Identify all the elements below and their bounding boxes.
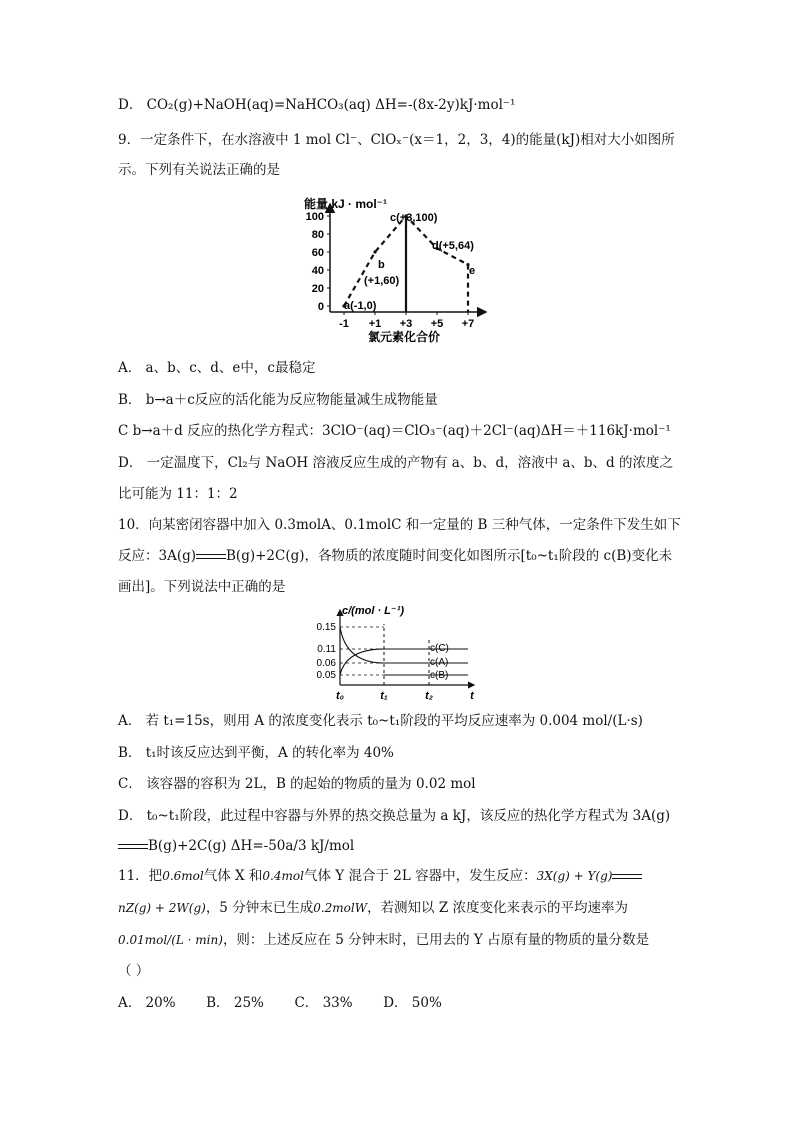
- q11-option-c: C． 33%: [294, 995, 353, 1011]
- q10-option-b: B． t₁时该反应达到平衡，A 的转化率为 40%: [118, 745, 394, 761]
- q11-text: ，若测知以 Z 浓度变化来表示的平均速率为: [367, 900, 629, 916]
- q10-option-a: A． 若 t₁=15s，则用 A 的浓度变化表示 t₀~t₁阶段的平均反应速率为 0.004 mol/(L·s): [118, 713, 643, 729]
- q11-stem-line1: [118, 866, 642, 886]
- q9-energy-chart: [298, 194, 498, 346]
- q10-x-tick-label: t: [470, 690, 474, 702]
- q11-stem-line3: [118, 930, 649, 950]
- q11-options: [118, 993, 442, 1013]
- q10-label-b: c(B): [430, 670, 449, 681]
- q9-label-b-coord: (+1,60): [364, 275, 400, 287]
- q9-x-axis-label: 氯元素化合价: [368, 330, 441, 344]
- q9-y-tick-label: 20: [311, 283, 324, 295]
- q10-option-d-line1: D． t₀~t₁阶段，此过程中容器与外界的热交换总量为 a kJ，该反应的热化学方程式为 3A(g): [118, 808, 671, 824]
- q11-answer-blank: （ ）: [118, 963, 150, 979]
- q11-text: 气体 Y 混合于 2L 容器中，发生反应：: [303, 868, 537, 884]
- q10-y-tick-label: 0.15: [316, 622, 336, 633]
- q10-y-tick-label: 0.11: [317, 644, 336, 655]
- q11-math-reactants: 3X(g) + Y(g): [536, 869, 613, 883]
- q11-text: ，则：上述反应在 5 分钟末时，已用去的 Y 占原有量的物质的量分数是: [222, 932, 650, 948]
- q11-math-products: nZ(g) + 2W(g): [118, 901, 206, 915]
- q9-label-c: c(+3,100): [390, 212, 438, 224]
- q10-x-tick-label: t₁: [380, 690, 388, 702]
- q9-x-tick-label: +5: [430, 318, 444, 330]
- q9-y-tick-label: 60: [311, 247, 324, 259]
- q9-y-ticks: [306, 211, 330, 313]
- q9-option-d-line2: 比可能为 11：1：2: [118, 486, 238, 502]
- q8-option-d: D． CO₂(g)+NaOH(aq)=NaHCO₃(aq) ΔH=-(8x-2y)kJ·mol⁻¹: [118, 97, 516, 113]
- q10-option-c: C． 该容器的容积为 2L，B 的起始的物质的量为 0.02 mol: [118, 776, 476, 792]
- q9-label-a: a(-1,0): [344, 300, 377, 312]
- reversible-arrow-icon: [612, 872, 642, 882]
- q9-option-c: C b→a＋d 反应的热化学方程式：3ClO⁻(aq)＝ClO₃⁻(aq)＋2Cl⁻(aq)ΔH＝＋116kJ·mol⁻¹: [118, 423, 671, 439]
- reversible-arrow-icon: [196, 552, 226, 562]
- q9-stem-line1: 9．一定条件下，在水溶液中 1 mol Cl⁻、ClOₓ⁻(x＝1，2，3，4)的能量(kJ)相对大小如图所: [118, 132, 675, 148]
- q10-reaction-right: B(g)+2C(g)，各物质的浓度随时间变化如图所示[t₀~t₁阶段的 c(B)变化未: [226, 548, 673, 564]
- q10-reaction-left: 反应：3A(g): [118, 548, 197, 564]
- q9-x-ticks: [339, 312, 474, 330]
- q9-y-tick-label: 0: [317, 301, 324, 313]
- reversible-arrow-icon: [118, 842, 148, 852]
- q9-label-b: b: [378, 259, 385, 271]
- q10-x-tick-label: t₀: [335, 690, 345, 702]
- q10-x-tick-label: t₂: [425, 690, 433, 702]
- q9-y-tick-label: 80: [311, 229, 324, 241]
- q9-x-tick-label: +3: [399, 318, 413, 330]
- q9-option-b: B． b→a＋c反应的活化能为反应物能量减生成物能量: [118, 392, 438, 408]
- q10-y-ticks: [317, 622, 384, 681]
- q10-concentration-chart: [308, 604, 486, 702]
- q11-text: ，5 分钟末已生成: [205, 900, 314, 916]
- q11-math-x-amount: 0.6mol: [162, 869, 204, 883]
- q9-label-e: e: [469, 265, 476, 277]
- q9-x-tick-label: -1: [339, 318, 349, 330]
- q10-label-c: c(C): [430, 643, 449, 654]
- q9-point-b: [373, 250, 376, 253]
- q11-option-b: B． 25%: [206, 995, 264, 1011]
- q9-option-a: A． a、b、c、d、e中，c最稳定: [118, 360, 316, 376]
- q11-stem-line2: [118, 898, 628, 918]
- q9-x-tick-label: +1: [368, 318, 382, 330]
- q11-math-y-amount: 0.4mol: [262, 869, 304, 883]
- q11-option-a: A． 20%: [118, 995, 176, 1011]
- q11-text: 11．把: [118, 868, 163, 884]
- q10-y-tick-label: 0.05: [316, 670, 336, 681]
- q11-text: 气体 X 和: [203, 868, 263, 884]
- q10-stem-line2: [118, 546, 672, 566]
- q10-y-axis-label: c/(mol · L⁻¹): [342, 605, 405, 617]
- q11-math-rate: 0.01mol/(L · min): [118, 933, 223, 947]
- q10-label-a: c(A): [430, 657, 449, 668]
- q10-y-tick-label: 0.06: [316, 658, 336, 669]
- q9-y-tick-label: 40: [311, 265, 324, 277]
- q9-y-axis-label: 能量 kJ · mol⁻¹: [304, 197, 388, 211]
- q11-option-d: D． 50%: [383, 995, 442, 1011]
- q10-stem-line3: 画出]。下列说法中正确的是: [118, 579, 286, 595]
- q11-math-w-amount: 0.2molW: [313, 901, 368, 915]
- q10-option-d-equation: B(g)+2C(g) ΔH=-50a/3 kJ/mol: [148, 838, 355, 854]
- q9-y-tick-label: 100: [305, 211, 324, 223]
- q9-option-d-line1: D． 一定温度下，Cl₂与 NaOH 溶液反应生成的产物有 a、b、d，溶液中 a、b、d 的浓度之: [118, 455, 673, 471]
- q10-option-d-line2: [118, 836, 354, 856]
- q10-stem-line1: 10．向某密闭容器中加入 0.3molA、0.1molC 和一定量的 B 三种气体，一定条件下发生如下: [118, 517, 681, 533]
- q9-x-tick-label: +7: [461, 318, 475, 330]
- q9-stem-line2: 示。下列有关说法正确的是: [118, 162, 280, 178]
- q9-label-d: d(+5,64): [432, 240, 474, 252]
- q10-x-ticks: [336, 690, 475, 702]
